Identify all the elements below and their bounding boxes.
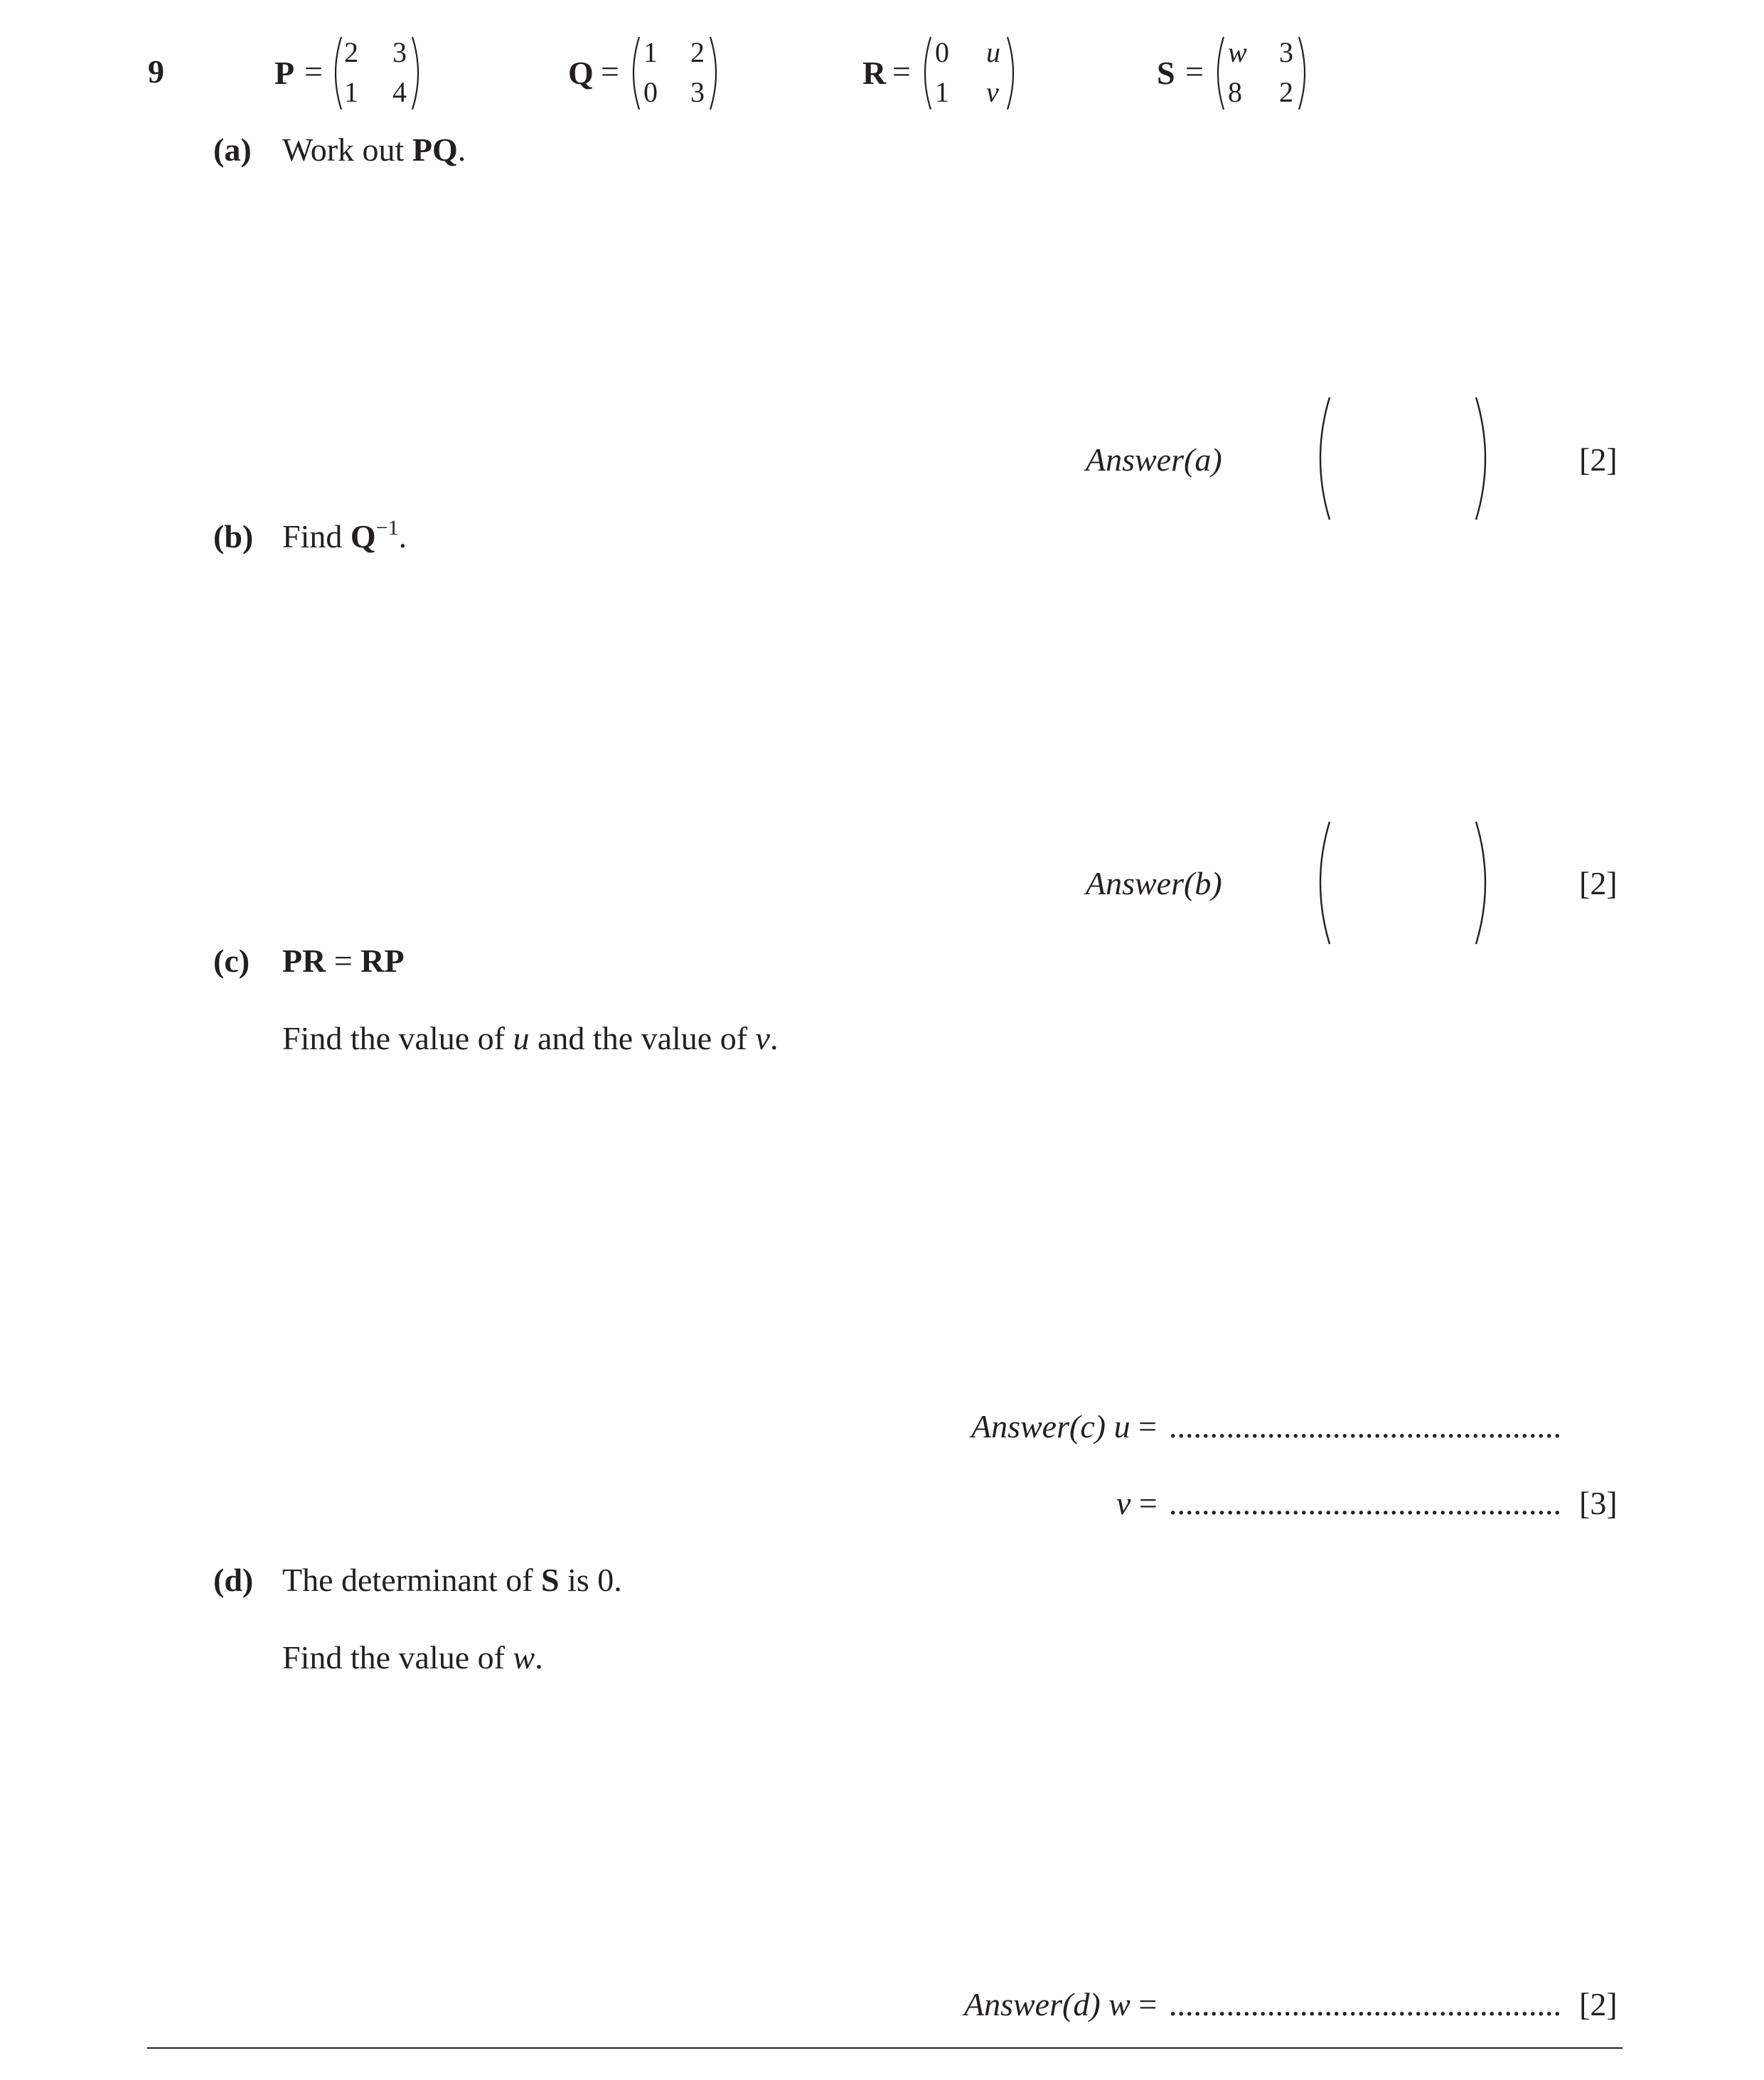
question-number: 9 bbox=[148, 53, 164, 90]
answer-b-label: Answer(b) bbox=[1086, 865, 1222, 901]
left-bracket bbox=[918, 34, 934, 112]
punctuation: . bbox=[398, 518, 407, 554]
right-bracket bbox=[1296, 34, 1312, 112]
part-c-equation bbox=[282, 942, 405, 980]
matrix-name: P bbox=[274, 55, 295, 91]
answer-c-v-label bbox=[1116, 1484, 1158, 1522]
equals-sign: = bbox=[326, 943, 361, 979]
part-a-label: (a) bbox=[213, 132, 252, 168]
matrix-cell: 1 bbox=[643, 36, 658, 68]
question-text: Work out bbox=[282, 132, 412, 168]
answer-label: Answer(c) bbox=[971, 1408, 1114, 1444]
variable-w: w bbox=[513, 1639, 535, 1676]
right-bracket bbox=[707, 34, 723, 112]
matrix-cell: 2 bbox=[1279, 76, 1293, 108]
matrix-cell: 1 bbox=[344, 76, 358, 108]
matrix-cell: 8 bbox=[1228, 76, 1242, 108]
answer-a-left-paren bbox=[1308, 395, 1337, 522]
answer-d-label bbox=[964, 1985, 1157, 2023]
matrix-q bbox=[568, 34, 732, 112]
matrix-cell: 3 bbox=[1279, 36, 1293, 68]
matrix-product: PQ bbox=[412, 132, 458, 168]
answer-a-input[interactable] bbox=[1344, 398, 1465, 519]
right-bracket bbox=[1005, 34, 1020, 112]
question-text: The determinant of bbox=[282, 1562, 542, 1598]
marks-c: [3] bbox=[1579, 1485, 1618, 1521]
footer-divider bbox=[147, 2047, 1623, 2049]
matrix-name: S bbox=[1157, 55, 1175, 91]
punctuation: . bbox=[457, 132, 466, 168]
matrix-cell: 1 bbox=[935, 76, 949, 108]
matrix-name: Q bbox=[350, 518, 376, 554]
matrix-cell: v bbox=[986, 76, 999, 108]
left-bracket bbox=[328, 34, 344, 112]
equals-sign: = bbox=[1130, 1485, 1158, 1521]
variable-u: u bbox=[1113, 1408, 1130, 1444]
matrix-cell: 0 bbox=[935, 36, 949, 68]
part-a-question bbox=[282, 131, 466, 168]
equals-sign: = bbox=[1130, 1986, 1158, 2022]
inverse-superscript: −1 bbox=[375, 516, 399, 540]
left-bracket bbox=[626, 34, 642, 112]
answer-a-right-paren bbox=[1469, 395, 1497, 522]
equation-left: PR bbox=[282, 943, 326, 979]
matrix-cell: 4 bbox=[392, 76, 407, 108]
matrix-name: Q bbox=[568, 55, 594, 91]
answer-c-u-field[interactable]: ................................................ bbox=[1169, 1408, 1561, 1444]
matrix-name: R bbox=[862, 55, 887, 91]
instruction-text: Find the value of bbox=[282, 1639, 513, 1676]
variable-u: u bbox=[513, 1020, 530, 1056]
left-bracket bbox=[1211, 34, 1226, 112]
part-d-instruction bbox=[282, 1639, 543, 1676]
matrix-cell: 2 bbox=[690, 36, 705, 68]
part-b-question bbox=[282, 518, 407, 555]
punctuation: . bbox=[535, 1639, 543, 1676]
instruction-text: and the value of bbox=[529, 1020, 756, 1056]
marks-d: [2] bbox=[1579, 1986, 1618, 2022]
part-c-instruction bbox=[282, 1019, 778, 1057]
matrix-cell: 3 bbox=[392, 36, 407, 68]
matrix-cell: 3 bbox=[690, 76, 705, 108]
equation-right: RP bbox=[360, 943, 405, 979]
part-b-label: (b) bbox=[213, 518, 254, 554]
question-text: Find bbox=[282, 518, 351, 554]
answer-c-u-label bbox=[971, 1408, 1157, 1445]
part-d-label: (d) bbox=[213, 1562, 254, 1598]
punctuation: . bbox=[769, 1020, 779, 1056]
matrix-cell: 2 bbox=[344, 36, 358, 68]
answer-b-left-paren bbox=[1308, 819, 1337, 947]
part-d-question bbox=[282, 1561, 622, 1599]
matrix-r bbox=[862, 34, 1033, 112]
equals-sign: = bbox=[892, 53, 911, 90]
equals-sign: = bbox=[1185, 53, 1204, 90]
matrix-cell: u bbox=[986, 36, 1000, 68]
matrix-cell: w bbox=[1228, 36, 1247, 68]
equals-sign: = bbox=[601, 53, 619, 90]
matrix-cell: 0 bbox=[643, 76, 658, 108]
marks-a: [2] bbox=[1579, 441, 1618, 478]
matrix-s bbox=[1157, 34, 1327, 112]
answer-label: Answer(d) bbox=[964, 1986, 1109, 2022]
marks-b: [2] bbox=[1579, 865, 1618, 901]
answer-b-right-paren bbox=[1469, 819, 1497, 947]
equals-sign: = bbox=[304, 53, 323, 90]
instruction-text: Find the value of bbox=[282, 1020, 513, 1056]
variable-v: v bbox=[1116, 1485, 1131, 1521]
right-bracket bbox=[410, 34, 425, 112]
matrix-p bbox=[274, 34, 431, 112]
question-text: is 0. bbox=[559, 1562, 622, 1598]
variable-v: v bbox=[755, 1020, 770, 1056]
answer-b-input[interactable] bbox=[1344, 822, 1465, 943]
answer-d-field[interactable]: ................................................ bbox=[1169, 1986, 1561, 2022]
answer-c-v-field[interactable]: ................................................ bbox=[1169, 1485, 1561, 1521]
matrix-name: S bbox=[541, 1562, 560, 1598]
variable-w: w bbox=[1108, 1986, 1130, 2022]
answer-a-label: Answer(a) bbox=[1086, 441, 1222, 478]
equals-sign: = bbox=[1130, 1408, 1158, 1444]
part-c-label: (c) bbox=[213, 943, 250, 979]
